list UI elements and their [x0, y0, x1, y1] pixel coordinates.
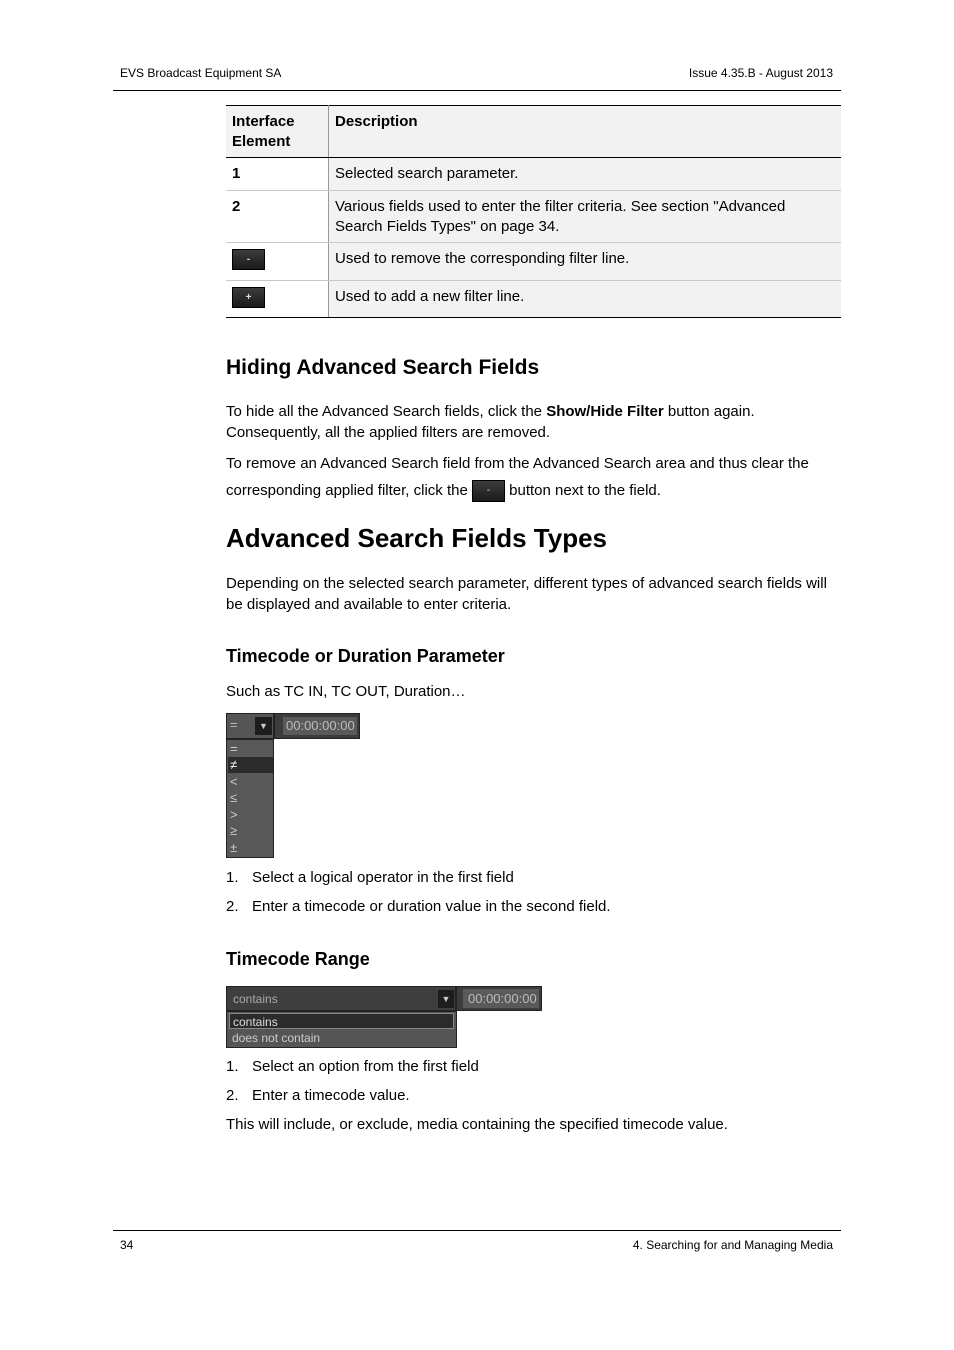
timecode-range-input-value: 00:00:00:00 [468, 991, 537, 1006]
hiding-p1-text-end: button again. Consequently, all the applied filters are removed. [226, 403, 755, 441]
list-item: 2. Enter a timecode or duration value in the second field. [226, 898, 611, 915]
list-item: 1. Select an option from the first field [226, 1058, 479, 1075]
subsection-title-timecode: Timecode or Duration Parameter [226, 646, 505, 666]
hiding-paragraph-2 [226, 450, 841, 504]
table-cell-description: Selected search parameter. [329, 158, 842, 191]
header-rule [113, 90, 841, 91]
operator-select-value: = [230, 717, 238, 732]
timecode-input[interactable] [274, 713, 360, 739]
timecode-input-value: 00:00:00:00 [286, 718, 355, 733]
timecode-range-input[interactable] [456, 986, 542, 1011]
show-hide-filter-label: Show/Hide Filter [546, 403, 664, 420]
chevron-down-icon[interactable]: ▼ [438, 990, 454, 1008]
table-header-description: Description [329, 106, 842, 158]
operator-option[interactable]: = [230, 741, 238, 756]
section-title-hiding: Hiding Advanced Search Fields [226, 356, 540, 379]
minus-button-icon: - [232, 249, 265, 270]
plus-button-icon: + [232, 287, 265, 308]
chevron-down-icon[interactable]: ▼ [255, 717, 272, 735]
contains-select[interactable] [226, 986, 456, 1011]
table-header-element: Interface Element [226, 106, 329, 158]
list-item: 1. Select a logical operator in the first field [226, 869, 514, 886]
contains-dropdown-list [226, 1011, 457, 1048]
table-cell-element [226, 281, 329, 318]
operator-option[interactable]: ≤ [230, 790, 238, 805]
table-cell-description: Used to add a new filter line. [329, 281, 842, 318]
header-company: EVS Broadcast Equipment SA [120, 66, 282, 80]
timecode-steps [226, 868, 611, 926]
table-cell-description: Used to remove the corresponding filter line. [329, 243, 842, 281]
header-issue: Issue 4.35.B - August 2013 [688, 66, 833, 80]
table-row [226, 243, 841, 281]
footer-chapter: 4. Searching for and Managing Media [632, 1238, 833, 1252]
hiding-p1-text: To hide all the Advanced Search fields, click the [226, 403, 547, 420]
section-title-types: Advanced Search Fields Types [226, 523, 607, 553]
contains-option[interactable]: does not contain [232, 1031, 321, 1045]
hiding-paragraph-1 [226, 401, 841, 443]
operator-option[interactable]: < [230, 774, 238, 789]
subsection-title-range: Timecode Range [226, 949, 370, 969]
operator-select[interactable] [226, 713, 274, 739]
footer-rule [113, 1230, 841, 1231]
table-cell-element: 1 [226, 158, 329, 191]
contains-select-value: contains [233, 992, 278, 1006]
table-cell-description: Various fields used to enter the filter criteria. See section "Advanced Search Fields Types" on page 34. [329, 191, 842, 243]
table-cell-element [226, 243, 329, 281]
contains-option-selected[interactable]: contains [229, 1013, 454, 1029]
timecode-intro: Such as TC IN, TC OUT, Duration… [226, 683, 466, 700]
interface-elements-table [226, 105, 841, 318]
operator-dropdown-list [226, 739, 274, 858]
list-item: 2. Enter a timecode value. [226, 1087, 410, 1104]
range-steps [226, 1057, 479, 1115]
operator-option[interactable]: ± [230, 840, 238, 855]
table-row [226, 158, 841, 191]
minus-button-icon: - [472, 480, 505, 502]
operator-option-selected[interactable]: ≠ [228, 757, 273, 773]
range-note: This will include, or exclude, media containing the specified timecode value. [226, 1116, 728, 1133]
operator-option[interactable]: > [230, 807, 238, 822]
hiding-p2-text: To remove an Advanced Search field from the Advanced Search area and thus clear the corresponding applied filter, click the [226, 455, 809, 499]
table-cell-element: 2 [226, 191, 329, 243]
table-row [226, 191, 841, 243]
table-row [226, 281, 841, 318]
types-intro: Depending on the selected search parameter, different types of advanced search fields will be displayed and available to enter criteria. [226, 575, 827, 613]
hiding-p2-text-end: button next to the field. [504, 482, 661, 499]
page-number: 34 [120, 1238, 134, 1252]
operator-option[interactable]: ≥ [230, 823, 238, 838]
